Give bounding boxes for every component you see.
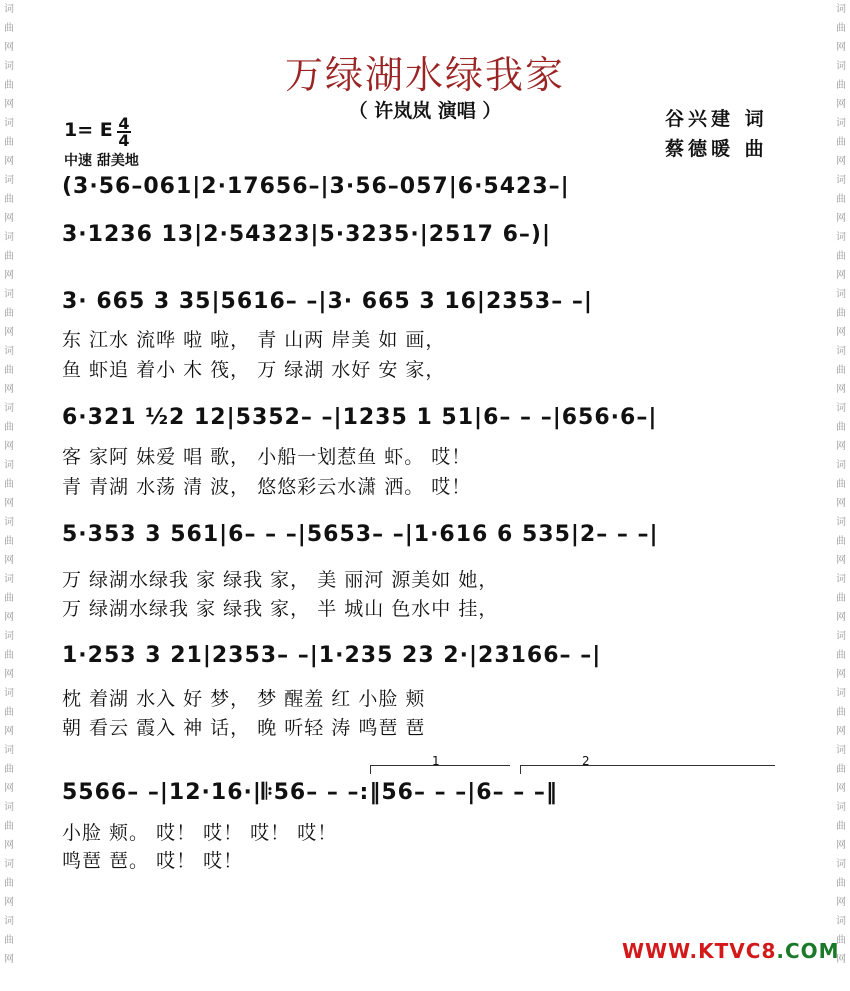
- watermark-char: 网: [4, 156, 14, 167]
- key-signature: 1= E: [64, 119, 113, 141]
- watermark-char: 词: [836, 631, 846, 642]
- watermark-char: 词: [4, 517, 14, 528]
- watermark-char: 曲: [836, 536, 846, 547]
- watermark-char: 词: [836, 916, 846, 927]
- watermark-char: 曲: [4, 137, 14, 148]
- watermark-char: 网: [836, 498, 846, 509]
- watermark-char: 词: [4, 859, 14, 870]
- lyric-row: 青 青湖 水荡 清 波， 悠悠彩云水潇 洒。 哎！: [62, 476, 472, 498]
- watermark-char: 曲: [4, 479, 14, 490]
- lyric-row: 鱼 虾追 着小 木 筏， 万 绿湖 水好 安 家，: [62, 359, 446, 381]
- volta-label-2: 2: [582, 754, 590, 768]
- watermark-char: 词: [4, 175, 14, 186]
- watermark-char: 曲: [836, 479, 846, 490]
- lyric-row: 万 绿湖水绿我 家 绿我 家， 美 丽河 源美如 她，: [62, 569, 499, 591]
- watermark-char: 网: [4, 897, 14, 908]
- watermark-char: 曲: [4, 308, 14, 319]
- watermark-char: 词: [4, 688, 14, 699]
- watermark-char: 词: [4, 4, 14, 15]
- watermark-char: 网: [836, 441, 846, 452]
- watermark-char: 词: [836, 4, 846, 15]
- watermark-char: 网: [4, 783, 14, 794]
- watermark-char: 网: [836, 840, 846, 851]
- watermark-char: 网: [836, 726, 846, 737]
- watermark-char: 词: [836, 859, 846, 870]
- watermark-char: 曲: [4, 821, 14, 832]
- watermark-char: 网: [836, 42, 846, 53]
- notation-line-5: 5·353 3 561|6– – –|5653– –|1·616 6 535|2– – –|: [62, 522, 659, 547]
- watermark-char: 词: [4, 232, 14, 243]
- watermark-char: 网: [836, 954, 846, 965]
- volta-bracket-1: [370, 765, 510, 766]
- volta-label-1: 1: [432, 754, 440, 768]
- watermark-char: 曲: [4, 23, 14, 34]
- watermark-char: 曲: [4, 251, 14, 262]
- watermark-char: 词: [836, 118, 846, 129]
- watermark-char: 词: [4, 574, 14, 585]
- watermark-char: 曲: [836, 935, 846, 946]
- watermark-char: 曲: [4, 764, 14, 775]
- watermark-char: 网: [836, 555, 846, 566]
- notation-line-3: 3· 665 3 35|5616– –|3· 665 3 16|2353– –|: [62, 289, 593, 314]
- watermark-char: 网: [836, 156, 846, 167]
- watermark-char: 网: [836, 669, 846, 680]
- watermark-char: 网: [4, 441, 14, 452]
- watermark-char: 曲: [836, 707, 846, 718]
- watermark-char: 曲: [4, 194, 14, 205]
- volta-bracket-1-end: [370, 765, 371, 774]
- site-logo-suffix: .COM: [776, 939, 840, 963]
- watermark-char: 词: [836, 460, 846, 471]
- watermark-char: 曲: [836, 251, 846, 262]
- watermark-char: 网: [4, 840, 14, 851]
- watermark-char: 网: [4, 213, 14, 224]
- lyric-row: 枕 着湖 水入 好 梦， 梦 醒羞 红 小脸 颊: [62, 688, 426, 710]
- watermark-char: 词: [836, 346, 846, 357]
- watermark-char: 网: [4, 612, 14, 623]
- time-signature-top: 4: [118, 114, 130, 133]
- watermark-char: 曲: [4, 593, 14, 604]
- watermark-char: 网: [836, 897, 846, 908]
- lyric-row: 客 家阿 妹爱 唱 歌， 小船一划惹鱼 虾。 哎！: [62, 446, 472, 468]
- watermark-char: 曲: [4, 365, 14, 376]
- watermark-char: 词: [4, 289, 14, 300]
- watermark-char: 词: [4, 403, 14, 414]
- watermark-char: 网: [836, 384, 846, 395]
- time-signature: [117, 116, 131, 148]
- watermark-char: 词: [836, 574, 846, 585]
- watermark-char: 曲: [4, 422, 14, 433]
- watermark-char: 网: [4, 270, 14, 281]
- watermark-char: 曲: [836, 878, 846, 889]
- watermark-char: 网: [4, 555, 14, 566]
- watermark-char: 曲: [836, 137, 846, 148]
- notation-line-2: 3·1236 13|2·54323|5·3235·|2517 6–)|: [62, 222, 552, 247]
- notation-line-7: 5566– –|12·16·|𝄆56– – –:‖56– – –|6– – –‖: [62, 780, 558, 805]
- watermark-char: 曲: [4, 80, 14, 91]
- watermark-char: 曲: [4, 935, 14, 946]
- lyric-row: 朝 看云 霞入 神 话， 晚 听轻 涛 鸣琶 琶: [62, 717, 426, 739]
- time-signature-bottom: 4: [118, 131, 130, 150]
- watermark-char: 词: [836, 745, 846, 756]
- volta-bracket-2: [520, 765, 775, 766]
- watermark-char: 曲: [836, 365, 846, 376]
- watermark-char: 词: [4, 802, 14, 813]
- singer-credit: （ 许岚岚 演唱 ）: [348, 100, 502, 122]
- site-logo-main: WWW.KTVC8: [622, 939, 777, 963]
- watermark-char: 词: [836, 688, 846, 699]
- watermark-char: 词: [4, 631, 14, 642]
- watermark-char: 网: [836, 783, 846, 794]
- watermark-char: 曲: [836, 764, 846, 775]
- watermark-char: 曲: [836, 80, 846, 91]
- watermark-char: 词: [4, 118, 14, 129]
- lyric-row: 东 江水 流哗 啦 啦， 青 山两 岸美 如 画，: [62, 329, 446, 351]
- watermark-char: 网: [4, 726, 14, 737]
- song-title: 万绿湖水绿我家: [284, 53, 565, 97]
- watermark-right: [834, 0, 848, 969]
- watermark-char: 曲: [836, 194, 846, 205]
- watermark-char: 曲: [4, 878, 14, 889]
- watermark-char: 词: [4, 61, 14, 72]
- lyric-row: 万 绿湖水绿我 家 绿我 家， 半 城山 色水中 挂，: [62, 598, 499, 620]
- watermark-char: 网: [4, 42, 14, 53]
- notation-line-6: 1·253 3 21|2353– –|1·235 23 2·|23166– –|: [62, 643, 602, 668]
- site-logo: [622, 939, 840, 963]
- watermark-char: 词: [836, 403, 846, 414]
- watermark-char: 词: [4, 745, 14, 756]
- watermark-char: 曲: [4, 536, 14, 547]
- watermark-char: 曲: [836, 23, 846, 34]
- watermark-char: 网: [4, 327, 14, 338]
- watermark-char: 网: [836, 270, 846, 281]
- watermark-char: 词: [836, 232, 846, 243]
- lyric-row: 小脸 颊。 哎！ 哎！ 哎！ 哎！: [62, 822, 338, 844]
- watermark-char: 曲: [836, 308, 846, 319]
- watermark-char: 曲: [836, 593, 846, 604]
- watermark-char: 曲: [836, 422, 846, 433]
- watermark-char: 网: [4, 384, 14, 395]
- watermark-char: 网: [4, 954, 14, 965]
- watermark-char: 曲: [4, 707, 14, 718]
- notation-line-1: (3·56–061|2·17656–|3·56–057|6·5423–|: [62, 174, 570, 199]
- watermark-char: 词: [836, 802, 846, 813]
- watermark-char: 词: [4, 916, 14, 927]
- watermark-char: 词: [836, 61, 846, 72]
- watermark-char: 网: [836, 99, 846, 110]
- lyricist-credit: 谷兴建 词: [665, 108, 768, 130]
- volta-bracket-2-end: [520, 765, 521, 774]
- watermark-char: 网: [836, 327, 846, 338]
- watermark-char: 词: [4, 346, 14, 357]
- watermark-char: 词: [836, 517, 846, 528]
- watermark-left: [2, 0, 16, 969]
- watermark-char: 词: [4, 460, 14, 471]
- watermark-char: 曲: [836, 821, 846, 832]
- watermark-char: 网: [4, 99, 14, 110]
- watermark-char: 曲: [4, 650, 14, 661]
- watermark-char: 网: [836, 612, 846, 623]
- notation-line-4: 6·321 ½2 12|5352– –|1235 1 51|6– – –|656·6–|: [62, 405, 658, 430]
- watermark-char: 网: [836, 213, 846, 224]
- watermark-char: 词: [836, 289, 846, 300]
- lyric-row: 鸣琶 琶。 哎！ 哎！: [62, 850, 244, 872]
- watermark-char: 词: [836, 175, 846, 186]
- watermark-char: 网: [4, 498, 14, 509]
- tempo-marking: 中速 甜美地: [64, 153, 139, 169]
- watermark-char: 网: [4, 669, 14, 680]
- composer-credit: 蔡德暖 曲: [665, 138, 768, 160]
- watermark-char: 曲: [836, 650, 846, 661]
